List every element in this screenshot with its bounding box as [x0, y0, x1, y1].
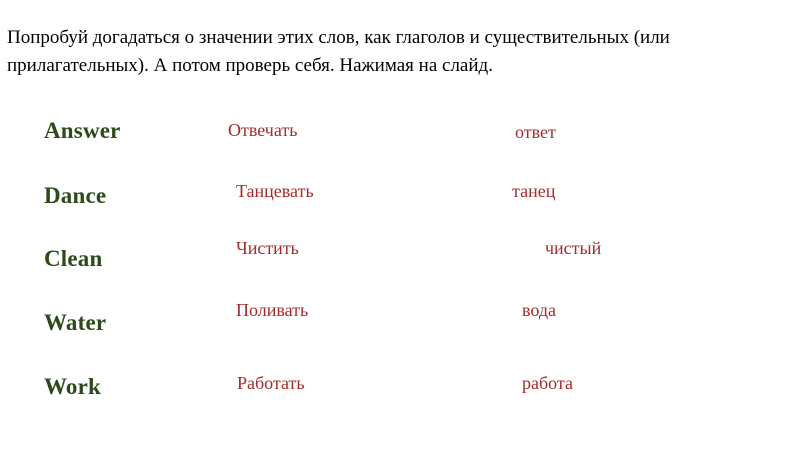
noun-translation-dance: танец — [512, 181, 556, 201]
verb-translation-work: Работать — [237, 373, 305, 393]
verb-translation-water: Поливать — [236, 300, 309, 320]
verb-translation-answer: Отвечать — [228, 120, 298, 140]
verb-translation-clean: Чистить — [236, 238, 299, 258]
noun-translation-clean: чистый — [545, 238, 602, 258]
instruction-text: Попробуй догадаться о значении этих слов, как глаголов и существительных (или прилагательных). А потом проверь себя. Нажимая на слайд. — [7, 27, 670, 76]
noun-translation-work: работа — [522, 373, 573, 393]
english-word-water: Water — [44, 310, 107, 335]
english-word-clean: Clean — [44, 246, 103, 271]
noun-translation-answer: ответ — [515, 122, 556, 142]
noun-translation-water: вода — [522, 300, 557, 320]
english-word-answer: Answer — [44, 118, 121, 143]
english-word-work: Work — [44, 374, 102, 399]
verb-translation-dance: Танцевать — [236, 181, 314, 201]
english-word-dance: Dance — [44, 183, 107, 208]
